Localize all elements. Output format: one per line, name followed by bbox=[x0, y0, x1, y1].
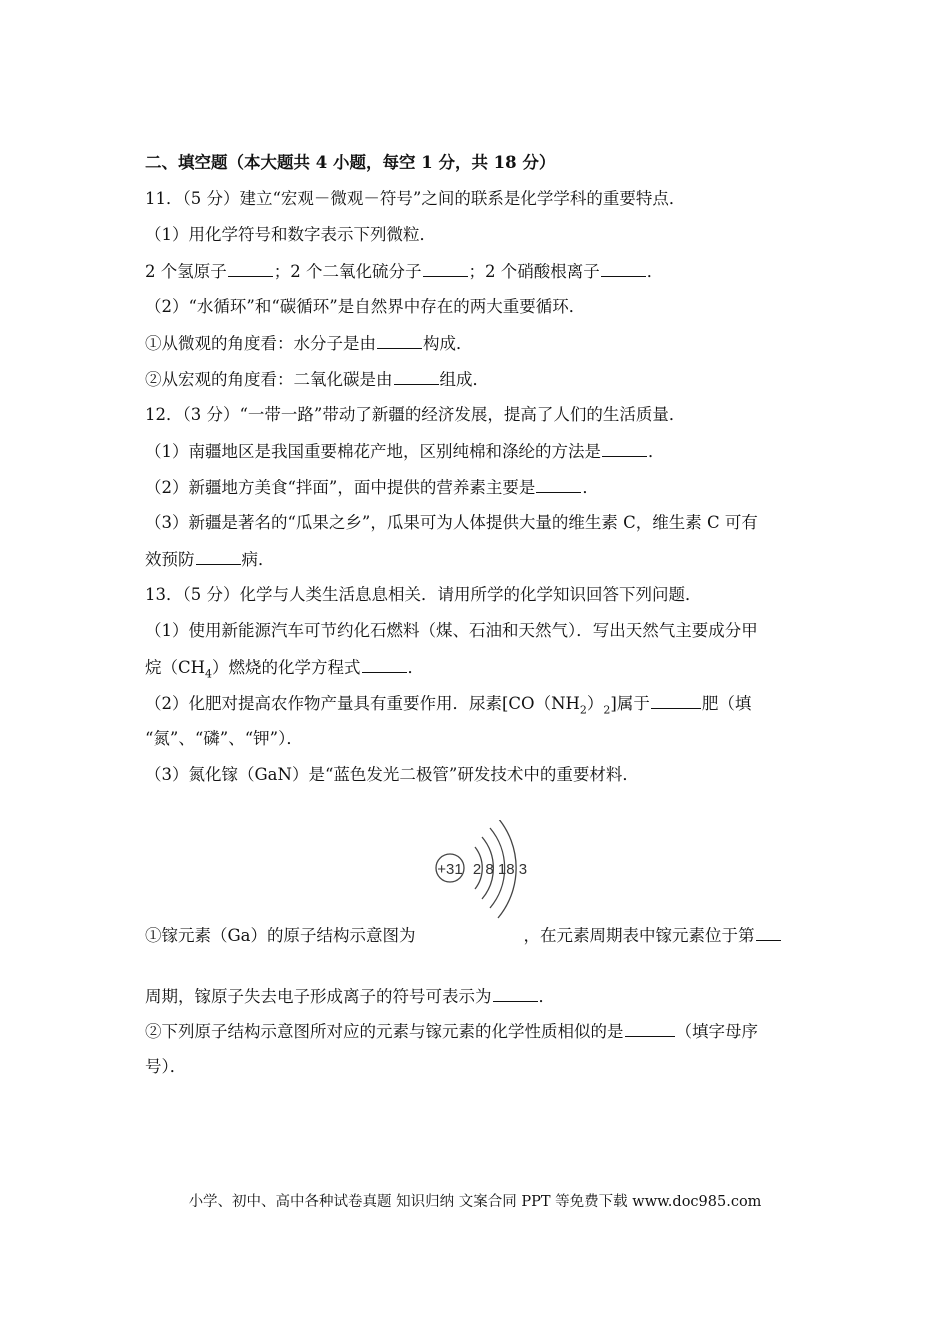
subscript: 2 bbox=[579, 703, 587, 717]
text-segment: ②从宏观的角度看：二氧化碳是由 bbox=[145, 370, 393, 389]
text-segment: 组成． bbox=[439, 370, 489, 389]
question-12-part-2 bbox=[145, 476, 599, 499]
question-12-stem: 12．（3 分）“一带一路”带动了新疆的经济发展，提高了人们的生活质量． bbox=[145, 405, 686, 424]
shell-electron-counts: 2 8 18 3 bbox=[472, 861, 528, 878]
question-12-part-3-continued bbox=[145, 548, 275, 571]
section-title: 二、填空题（本大题共 4 小题，每空 1 分，共 18 分） bbox=[145, 153, 556, 172]
answer-blank[interactable] bbox=[625, 1020, 675, 1037]
question-13-part-1: （1）使用新能源汽车可节约化石燃料（煤、石油和天然气）．写出天然气主要成分甲 bbox=[145, 621, 758, 640]
text-segment: （2）新疆地方美食“拌面”，面中提供的营养素主要是 bbox=[145, 478, 536, 497]
question-12-part-3: （3）新疆是著名的“瓜果之乡”，瓜果可为人体提供大量的维生素 C，维生素 C 可有 bbox=[145, 513, 758, 532]
page-footer: 小学、初中、高中各种试卷真题 知识归纳 文案合同 PPT 等免费下载 www.doc985.com bbox=[188, 1194, 762, 1210]
text-segment: ． bbox=[646, 262, 664, 281]
text-segment: 周期，镓原子失去电子形成离子的符号可表示为 bbox=[145, 987, 492, 1006]
question-13-stem: 13．（5 分）化学与人类生活息息相关．请用所学的化学知识回答下列问题． bbox=[145, 585, 702, 604]
subscript: 4 bbox=[205, 667, 213, 681]
text-segment: ①镓元素（Ga）的原子结构示意图为 bbox=[145, 926, 416, 945]
nucleus-charge: +31 bbox=[437, 861, 463, 878]
question-12-part-1 bbox=[145, 440, 665, 463]
text-segment: 肥（填 bbox=[701, 694, 752, 713]
answer-blank[interactable] bbox=[602, 440, 647, 457]
answer-blank[interactable] bbox=[196, 548, 241, 565]
question-11-part-2-2 bbox=[145, 368, 489, 391]
text-segment: ）燃烧的化学方程式 bbox=[212, 658, 361, 677]
question-11-part-2: （2）“水循环”和“碳循环”是自然界中存在的两大重要循环． bbox=[145, 297, 586, 316]
answer-blank[interactable] bbox=[601, 260, 646, 277]
text-segment: 2 个氢原子 bbox=[145, 262, 227, 281]
text-segment: ①从微观的角度看：水分子是由 bbox=[145, 334, 376, 353]
text-segment: ②下列原子结构示意图所对应的元素与镓元素的化学性质相似的是 bbox=[145, 1022, 624, 1041]
text-segment: 病． bbox=[241, 550, 275, 569]
question-13-part-3: （3）氮化镓（GaN）是“蓝色发光二极管”研发技术中的重要材料． bbox=[145, 765, 639, 784]
answer-blank[interactable] bbox=[651, 692, 701, 709]
answer-blank[interactable] bbox=[394, 368, 439, 385]
text-segment: （2）化肥对提高农作物产量具有重要作用．尿素[CO（NH bbox=[145, 694, 580, 713]
answer-blank[interactable] bbox=[377, 332, 422, 349]
subscript: 2 bbox=[603, 703, 611, 717]
answer-blank[interactable] bbox=[362, 656, 407, 673]
text-segment: （1）南疆地区是我国重要棉花产地，区别纯棉和涤纶的方法是 bbox=[145, 442, 601, 461]
question-11-part-2-1 bbox=[145, 332, 473, 355]
answer-blank[interactable] bbox=[493, 985, 538, 1002]
text-segment: ） bbox=[586, 694, 604, 713]
answer-blank[interactable] bbox=[756, 924, 781, 941]
text-segment: ；2 个二氧化硫分子 bbox=[273, 262, 422, 281]
text-segment: ． bbox=[648, 442, 665, 461]
text-segment: ． bbox=[407, 658, 425, 677]
text-segment: （填字母序 bbox=[675, 1022, 758, 1041]
answer-blank[interactable] bbox=[423, 260, 468, 277]
text-segment: ，在元素周期表中镓元素位于第 bbox=[523, 926, 755, 945]
question-11-blanks-line bbox=[145, 260, 663, 283]
question-13-part-3-1-continued bbox=[145, 985, 555, 1008]
question-13-part-3-1 bbox=[145, 924, 782, 947]
text-segment: 烷（CH bbox=[145, 658, 206, 677]
question-13-part-1-continued bbox=[145, 656, 424, 685]
answer-blank[interactable] bbox=[228, 260, 273, 277]
question-13-part-2 bbox=[145, 692, 751, 721]
text-segment: 构成． bbox=[423, 334, 473, 353]
question-11-stem: 11．（5 分）建立“宏观－微观－符号”之间的联系是化学学科的重要特点． bbox=[145, 189, 686, 208]
answer-blank[interactable] bbox=[536, 476, 581, 493]
text-segment: ]属于 bbox=[610, 694, 650, 713]
text-segment: ；2 个硝酸根离子 bbox=[468, 262, 600, 281]
text-segment: ． bbox=[582, 478, 599, 497]
question-13-part-3-2-continued: 号）． bbox=[145, 1057, 187, 1076]
question-13-part-2-continued: “氮”、“磷”、“钾”）． bbox=[145, 729, 303, 748]
question-11-part-1: （1）用化学符号和数字表示下列微粒． bbox=[145, 225, 436, 244]
text-segment: 效预防 bbox=[145, 550, 195, 569]
text-segment: ． bbox=[538, 987, 555, 1006]
question-13-part-3-2 bbox=[145, 1020, 758, 1043]
